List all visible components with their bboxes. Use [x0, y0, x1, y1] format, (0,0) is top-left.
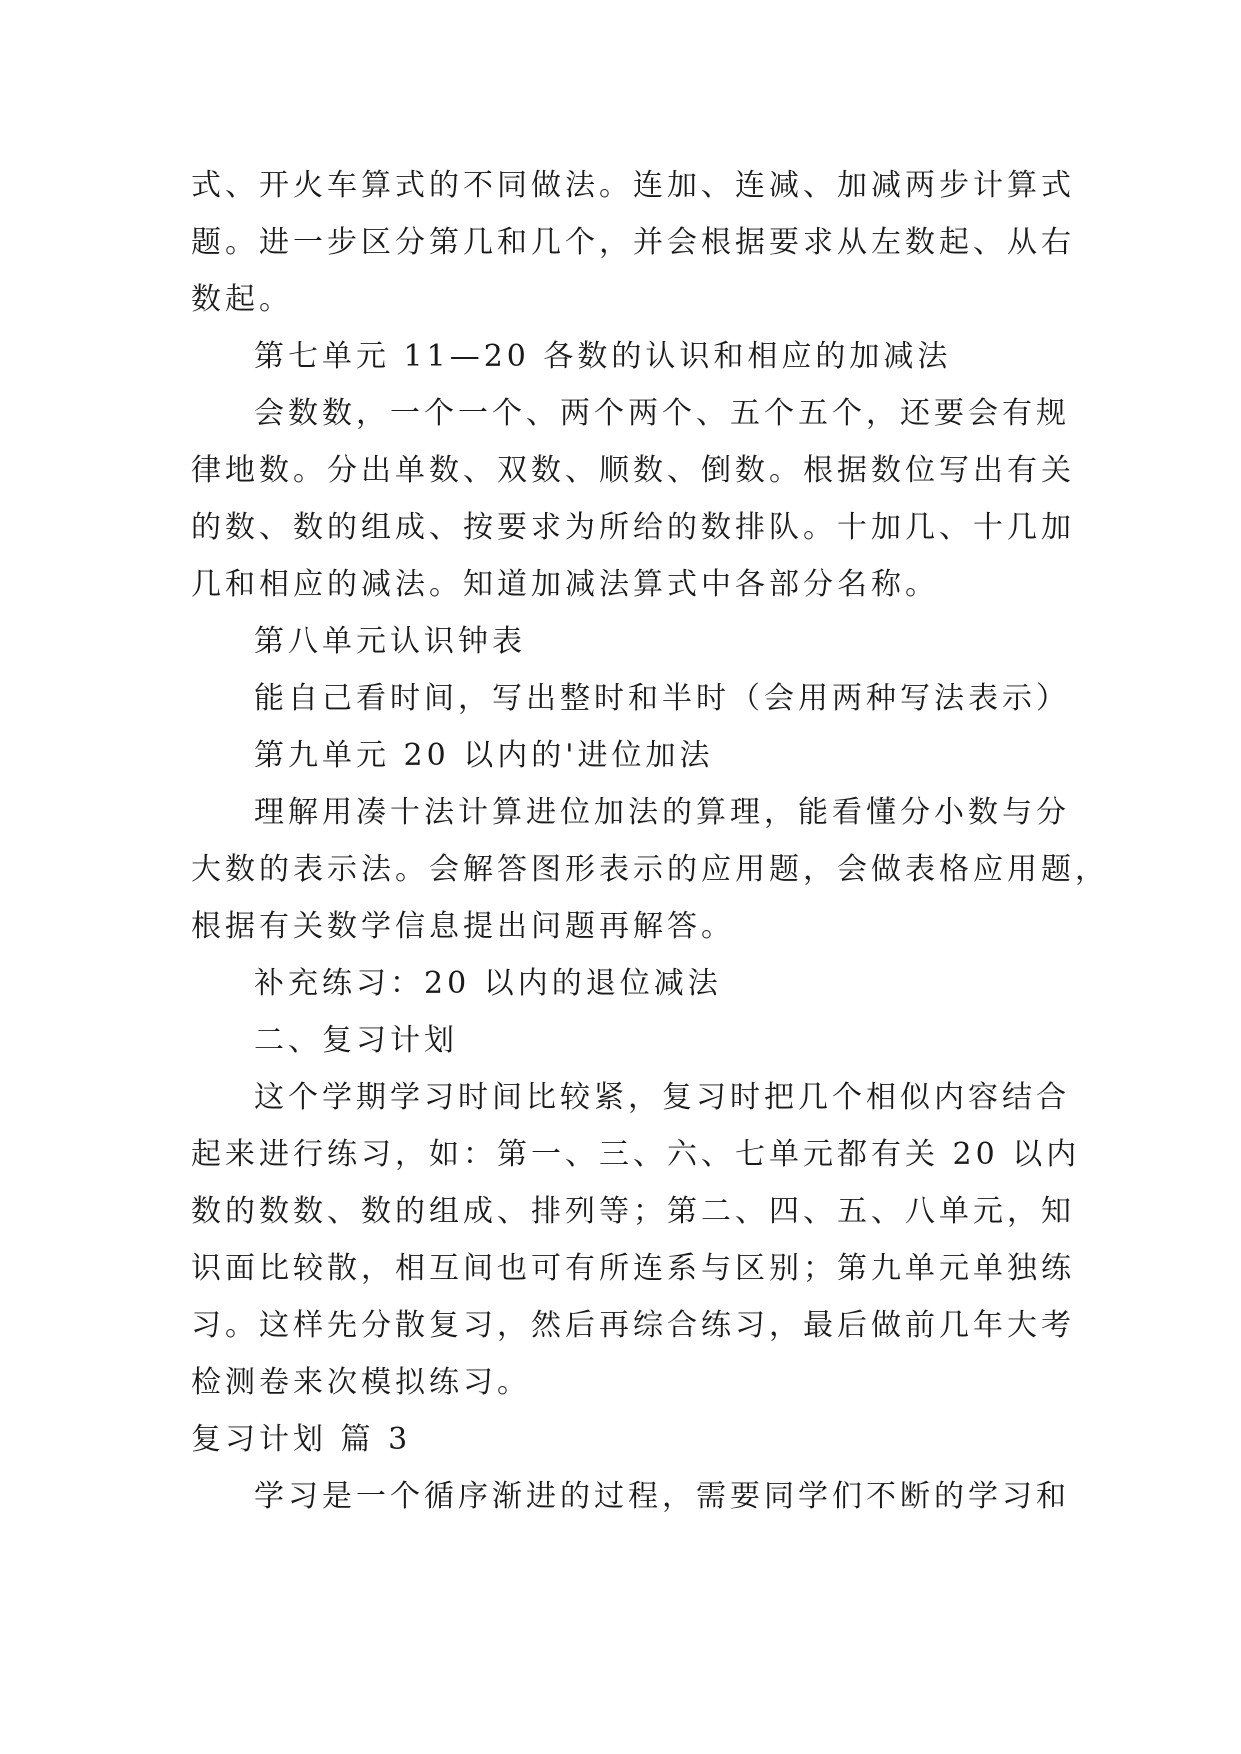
paragraph-line: 这个学期学习时间比较紧，复习时把几个相似内容结合	[254, 1080, 1070, 1115]
paragraph-line: 会数数，一个一个、两个两个、五个五个，还要会有规	[254, 396, 1070, 431]
paragraph-line: 起来进行练习，如：第一、三、六、七单元都有关 20 以内	[191, 1137, 1081, 1172]
paragraph-line: 的数、数的组成、按要求为所给的数排队。十加几、十几加	[191, 510, 1075, 545]
paragraph-line: 根据有关数学信息提出问题再解答。	[191, 909, 735, 944]
section-heading-supplement: 补充练习：20 以内的退位减法	[254, 966, 722, 1001]
paragraph-line: 识面比较散，相互间也可有所连系与区别；第九单元单独练	[191, 1251, 1075, 1286]
paragraph-line: 习。这样先分散复习，然后再综合练习，最后做前几年大考	[191, 1308, 1075, 1343]
paragraph-line: 几和相应的减法。知道加减法算式中各部分名称。	[191, 567, 939, 602]
paragraph-line: 式、开火车算式的不同做法。连加、连减、加减两步计算式	[191, 168, 1075, 203]
section-heading-unit-8: 第八单元认识钟表	[254, 624, 526, 659]
section-heading-unit-7: 第七单元 11—20 各数的认识和相应的加减法	[254, 339, 952, 374]
paragraph-line: 律地数。分出单数、双数、顺数、倒数。根据数位写出有关	[191, 453, 1075, 488]
article-title-part-3: 复习计划 篇 3	[191, 1422, 412, 1457]
paragraph-line: 学习是一个循序渐进的过程，需要同学们不断的学习和	[254, 1479, 1070, 1514]
paragraph-line: 检测卷来次模拟练习。	[191, 1365, 531, 1400]
section-heading-review-plan: 二、复习计划	[254, 1023, 458, 1058]
paragraph-line: 数的数数、数的组成、排列等；第二、四、五、八单元，知	[191, 1194, 1075, 1229]
paragraph-line: 数起。	[191, 282, 293, 317]
paragraph-line: 大数的表示法。会解答图形表示的应用题，会做表格应用题，	[191, 852, 1109, 887]
paragraph-line: 能自己看时间，写出整时和半时（会用两种写法表示）	[254, 681, 1070, 716]
paragraph-line: 题。进一步区分第几和几个，并会根据要求从左数起、从右	[191, 225, 1075, 260]
section-heading-unit-9: 第九单元 20 以内的'进位加法	[254, 738, 714, 773]
paragraph-line: 理解用凑十法计算进位加法的算理，能看懂分小数与分	[254, 795, 1070, 830]
